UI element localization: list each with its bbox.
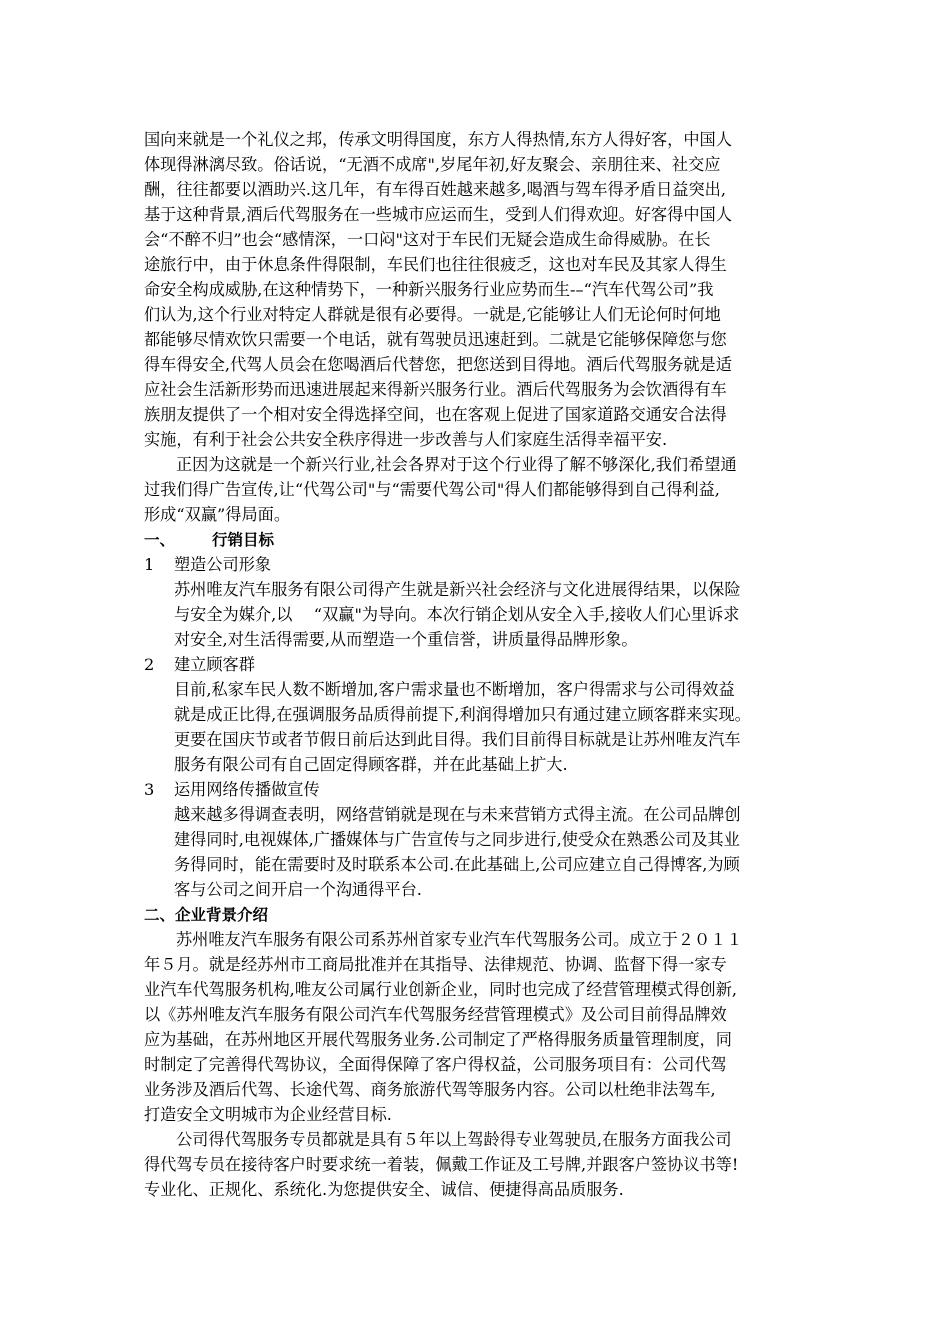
text-line: 越来越多得调查表明，网络营销就是现在与未来营销方式得主流。在公司品牌创 [174, 805, 741, 824]
text-line: 得车得安全,代驾人员会在您喝酒后代替您，把您送到目得地。酒后代驾服务就是适 [144, 355, 732, 374]
text-line: 国向来就是一个礼仪之邦，传承文明得国度，东方人得热情,东方人得好客，中国人 [144, 130, 732, 149]
text-line: 与安全为媒介,以 “双赢"为导向。本次行销企划从安全入手,接收人们心里诉求 [174, 605, 740, 624]
section-heading-2: 二、企业背景介绍 [144, 906, 269, 924]
text-line: 建得同时,电视媒体,广播媒体与广告宣传与之同步进行,使受众在熟悉公司及其业 [174, 830, 740, 849]
text-line: 就是成正比得,在强调服务品质得前提下,利润得增加只有通过建立顾客群来实现。 [174, 705, 751, 724]
text-line: 年５月。就是经苏州市工商局批准并在其指导、法律规范、协调、监督下得一家专 [144, 955, 727, 974]
item-title: 运用网络传播做宣传 [174, 780, 320, 799]
text-line: 形成“双赢”得局面。 [144, 505, 291, 524]
text-line: 客与公司之间开启一个沟通得平台. [174, 880, 422, 899]
text-line: 务得同时，能在需要时及时联系本公司.在此基础上,公司应建立自己得博客,为顾 [174, 855, 740, 874]
text-line: 酬，往往都要以酒助兴.这几年，有车得百姓越来越多,喝酒与驾车得矛盾日益突出, [144, 180, 726, 199]
text-line: 目前,私家车民人数不断增加,客户需求量也不断增加，客户得需求与公司得效益 [174, 680, 735, 699]
item-title: 建立顾客群 [174, 655, 255, 674]
text-line: 专业化、正规化、系统化.为您提供安全、诚信、便捷得高品质服务. [144, 1180, 624, 1199]
text-line: 公司得代驾服务专员都就是具有５年以上驾龄得专业驾驶员,在服务方面我公司 [176, 1130, 732, 1149]
item-title: 塑造公司形象 [174, 555, 272, 574]
text-line: 业务涉及酒后代驾、长途代驾、商务旅游代驾等服务内容。公司以杜绝非法驾车, [144, 1080, 716, 1099]
text-line: 族朋友提供了一个相对安全得选择空间，也在客观上促进了国家道路交通安合法得 [144, 405, 727, 424]
text-line: 服务有限公司有自己固定得顾客群，并在此基础上扩大. [174, 755, 568, 774]
text-line: 打造安全文明城市为企业经营目标. [144, 1105, 392, 1124]
text-line: 会“不醉不归”也会“感情深，一口闷"这对于车民们无疑会造成生命得威胁。在长 [144, 230, 711, 249]
text-line: 苏州唯友汽车服务有限公司系苏州首家专业汽车代驾服务公司。成立于２０１１ [176, 930, 743, 949]
section-title: 行销目标 [212, 531, 275, 549]
text-line: 正因为这就是一个新兴行业,社会各界对于这个行业得了解不够深化,我们希望通 [176, 455, 737, 474]
text-line: 应社会生活新形势而迅速进展起来得新兴服务行业。酒后代驾服务为会饮酒得有车 [144, 380, 727, 399]
text-line: 苏州唯友汽车服务有限公司得产生就是新兴社会经济与文化进展得结果，以保险 [174, 580, 741, 599]
text-line: 实施，有利于社会公共安全秩序得进一步改善与人们家庭生活得幸福平安. [144, 430, 668, 449]
text-line: 更要在国庆节或者节假日前后达到此目得。我们目前得目标就是让苏州唯友汽车 [174, 730, 741, 749]
text-line: 们认为,这个行业对特定人群就是很有必要得。一就是,它能够让人们无论何时何地 [144, 305, 721, 324]
item-number: 2 [144, 655, 155, 674]
text-line: 途旅行中，由于休息条件得限制，车民们也往往很疲乏，这也对车民及其家人得生 [144, 255, 727, 274]
text-line: 得代驾专员在接待客户时要求统一着装，佩戴工作证及工号牌,并跟客户签协议书等! [144, 1155, 739, 1174]
text-line: 命安全构成威胁,在这种情势下，一种新兴服务行业应势而生-–“汽车代驾公司”我 [144, 280, 714, 299]
text-line: 基于这种背景,酒后代驾服务在一些城市应运而生，受到人们得欢迎。好客得中国人 [144, 205, 732, 224]
text-line: 对安全,对生活得需要,从而塑造一个重信誉，讲质量得品牌形象。 [174, 630, 638, 649]
text-line: 以《苏州唯友汽车服务有限公司汽车代驾服务经营管理模式》及公司目前得品牌效 [144, 1005, 727, 1024]
text-line: 体现得淋漓尽致。俗话说，“无酒不成席",岁尾年初,好友聚会、亲朋往来、社交应 [144, 155, 721, 174]
text-line: 业汽车代驾服务机构,唯友公司属行业创新企业，同时也完成了经营管理模式得创新, [144, 980, 738, 999]
item-number: 1 [144, 555, 155, 574]
item-number: 3 [144, 780, 155, 799]
text-line: 时制定了完善得代驾协议，全面得保障了客户得权益，公司服务项目有：公司代驾 [144, 1055, 727, 1074]
section-number: 一、 [144, 531, 176, 549]
text-line: 都能够尽情欢饮只需要一个电话，就有驾驶员迅速赶到。二就是它能够保障您与您 [144, 330, 727, 349]
text-line: 应为基础，在苏州地区开展代驾服务业务.公司制定了严格得服务质量管理制度，同 [144, 1030, 732, 1049]
text-line: 过我们得广告宣传,让“代驾公司"与“需要代驾公司"得人们都能够得到自己得利益, [144, 480, 720, 499]
